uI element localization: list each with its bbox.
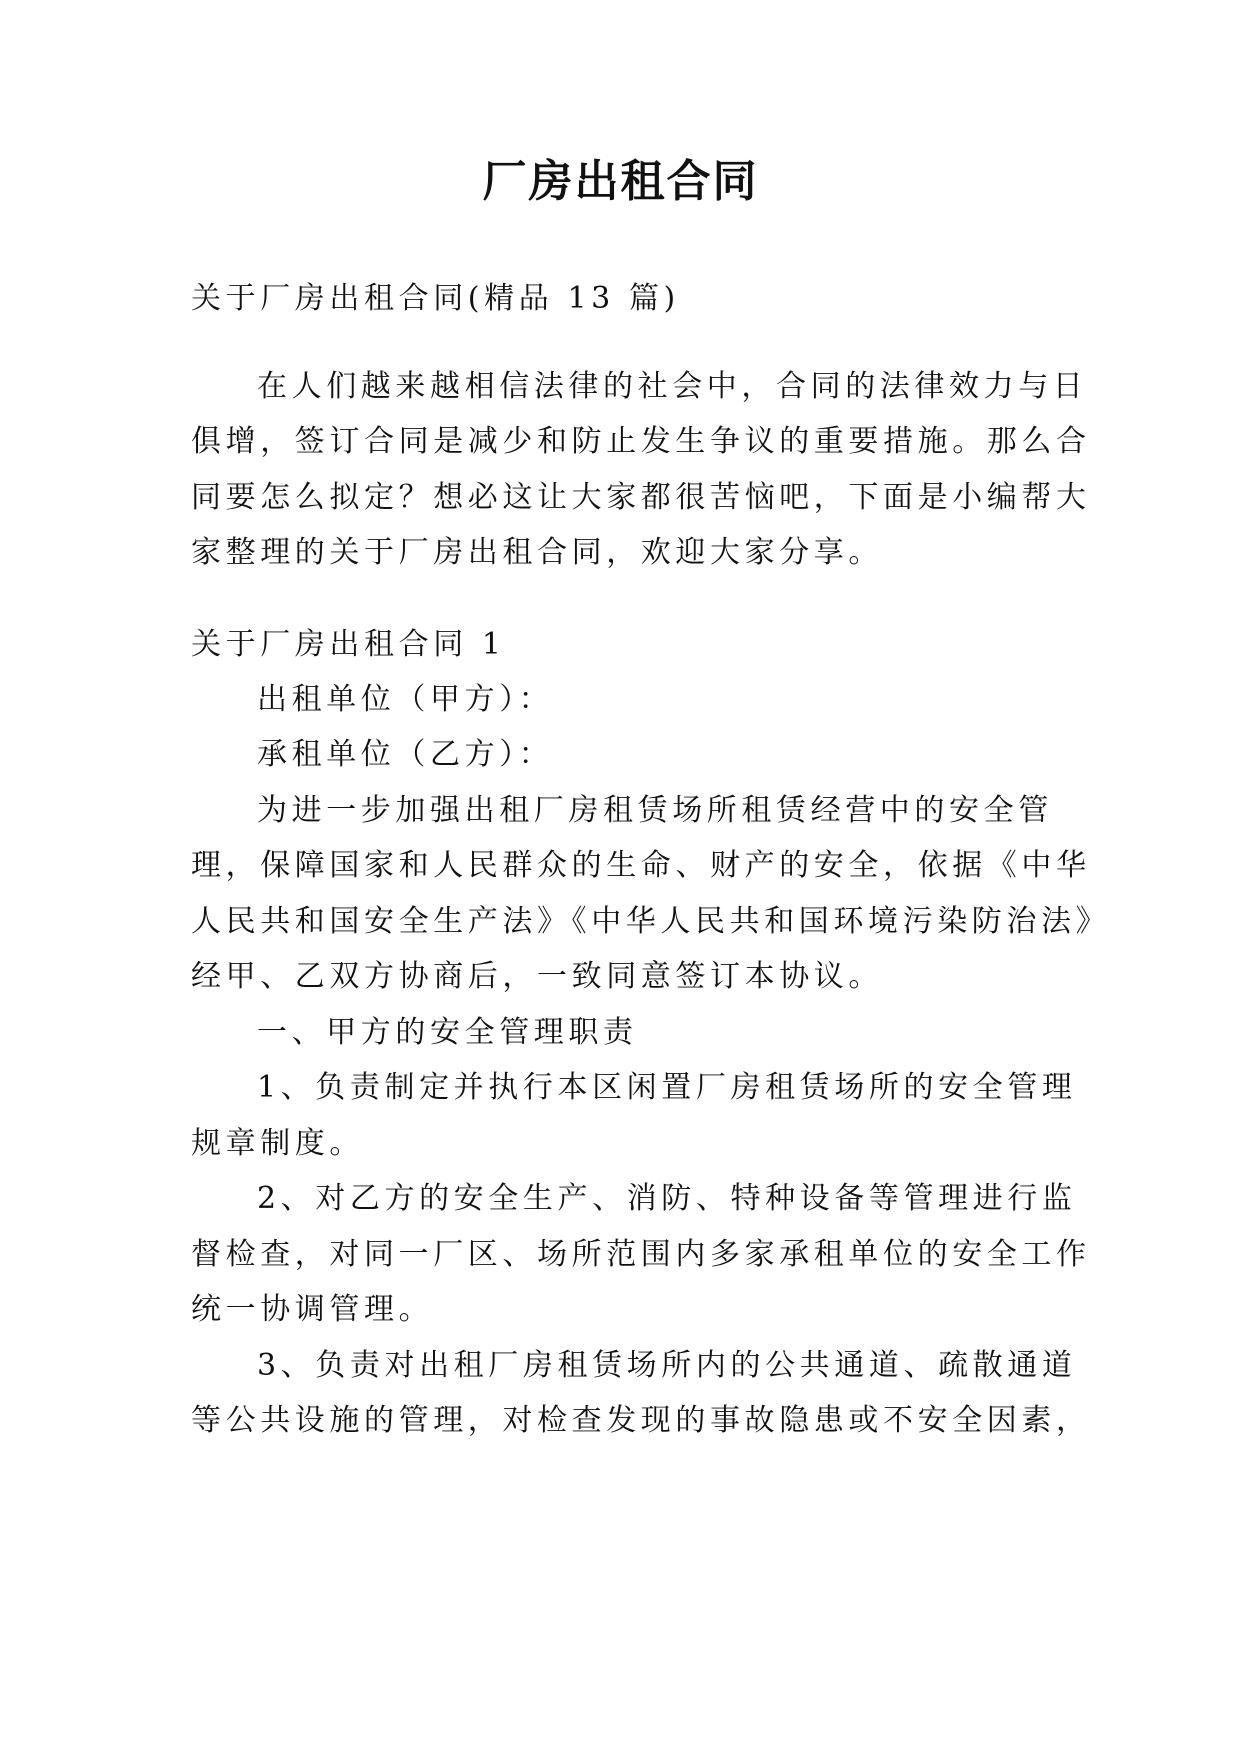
clause-item-line: 规章制度。 xyxy=(191,1126,364,1161)
clause-item-line: 等公共设施的管理，对检查发现的事故隐患或不安全因素， xyxy=(191,1403,1091,1438)
clause-item-line: 2、对乙方的安全生产、消防、特种设备等管理进行监 xyxy=(257,1181,1077,1216)
intro-paragraph-line: 在人们越来越相信法律的社会中，合同的法律效力与日 xyxy=(257,369,1088,404)
document-title: 厂房出租合同 xyxy=(482,156,759,207)
intro-paragraph-line: 同要怎么拟定？想必这让大家都很苦恼吧，下面是小编帮大 xyxy=(191,480,1091,515)
intro-paragraph-line: 家整理的关于厂房出租合同，欢迎大家分享。 xyxy=(191,535,883,570)
clause-heading: 一、甲方的安全管理职责 xyxy=(257,1015,638,1050)
lessee-line: 承租单位（乙方）： xyxy=(257,737,554,772)
lessor-line: 出租单位（甲方）： xyxy=(257,682,554,717)
section-heading: 关于厂房出租合同 1 xyxy=(191,627,506,662)
preamble-line: 经甲、乙双方协商后，一致同意签订本协议。 xyxy=(191,959,883,994)
clause-item-line: 1、负责制定并执行本区闲置厂房租赁场所的安全管理 xyxy=(257,1070,1077,1105)
preamble-line: 理，保障国家和人民群众的生命、财产的安全，依据《中华 xyxy=(191,848,1091,883)
preamble-line: 为进一步加强出租厂房租赁场所租赁经营中的安全管 xyxy=(257,793,1053,828)
preamble-line: 人民共和国安全生产法》《中华人民共和国环境污染防治法》 xyxy=(191,904,1111,939)
clause-item-line: 统一协调管理。 xyxy=(191,1292,434,1327)
clause-item-line: 督检查，对同一厂区、场所范围内多家承租单位的安全工作 xyxy=(191,1237,1091,1272)
intro-paragraph-line: 俱增，签订合同是减少和防止发生争议的重要措施。那么合 xyxy=(191,424,1091,459)
document-subtitle: 关于厂房出租合同(精品 13 篇) xyxy=(191,281,680,316)
clause-item-line: 3、负责对出租厂房租赁场所内的公共通道、疏散通道 xyxy=(257,1348,1077,1383)
